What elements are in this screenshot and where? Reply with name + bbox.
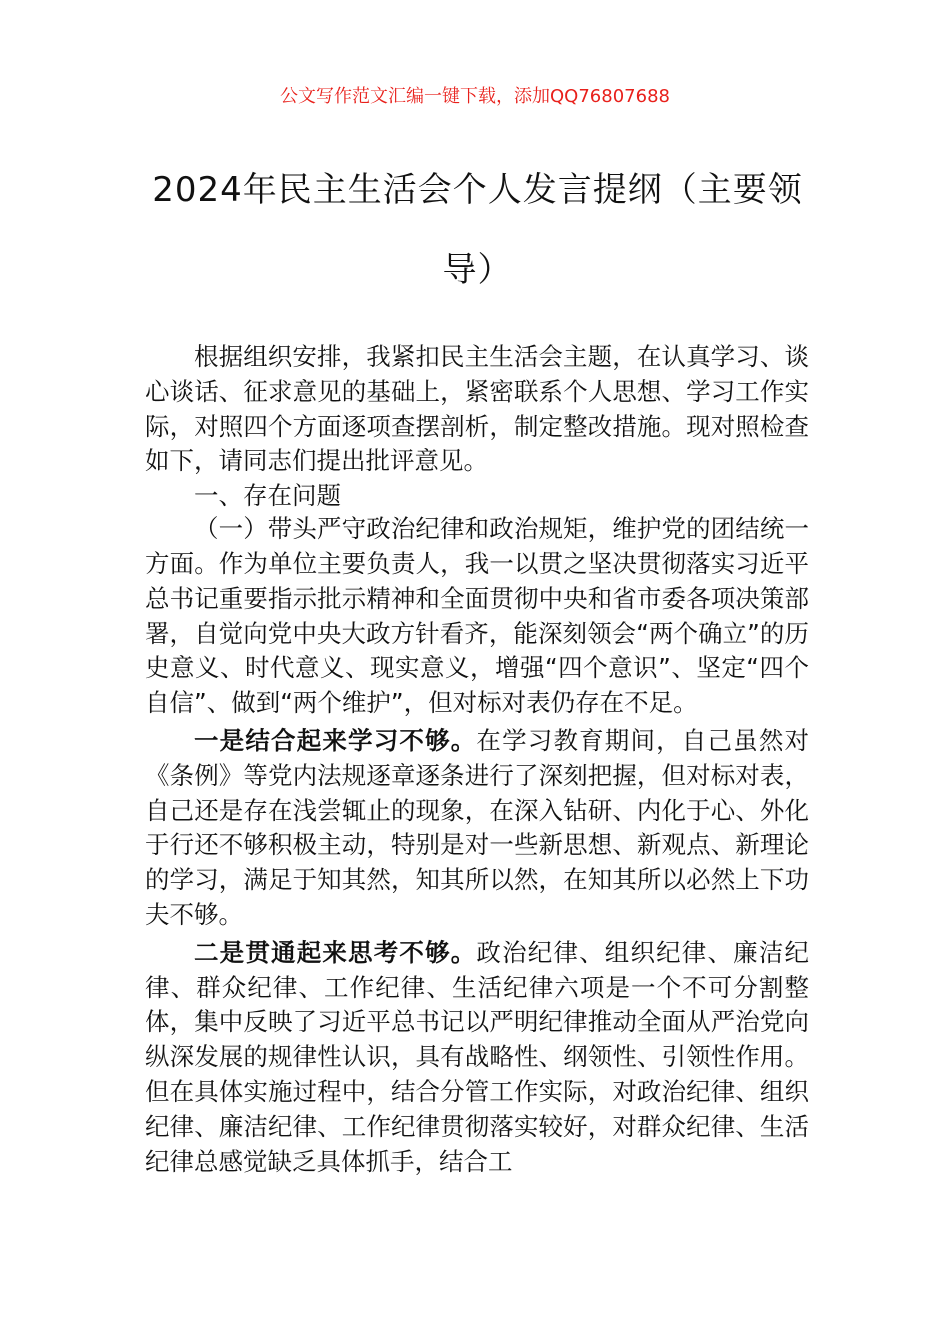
- point-1-body: 在学习教育期间，自己虽然对《条例》等党内法规逐章逐条进行了深刻把握，但对标对表，自己还是存在浅尝辄止的现象，在深入钻研、内化于心、外化于行还不够积极主动，特别是对一些新思想、新观点、新理论的学习，满足于知其然，知其所以然，在知其所以必然上下功夫不够。: [145, 725, 810, 929]
- document-body: [145, 340, 809, 1179]
- section-heading-problems: 一、存在问题: [194, 481, 341, 511]
- subsection-paragraph-1: （一）带头严守政治纪律和政治规矩，维护党的团结统一方面。作为单位主要负责人，我一以贯之坚决贯彻落实习近平总书记重要指示批示精神和全面贯彻中央和省市委各项决策部署，自觉向党中央大政方针看齐，能深刻领会“两个确立”的历史意义、时代意义、现实意义，增强“四个意识”、坚定“四个自信”、做到“两个维护”，但对标对表仍存在不足。: [145, 514, 809, 718]
- point-paragraph-2: [145, 936, 809, 1180]
- document-title: 2024年民主生活会个人发言提纲（主要领导）: [152, 170, 803, 290]
- intro-paragraph: 根据组织安排，我紧扣民主生活会主题，在认真学习、谈心谈话、征求意见的基础上，紧密联系个人思想、学习工作实际，对照四个方面逐项查摆剖析，制定整改措施。现对照检查如下，请同志们提出批评意见。: [145, 342, 809, 476]
- point-paragraph-1: [145, 724, 809, 933]
- point-1-lead: 一是结合起来学习不够。: [194, 725, 477, 755]
- point-2-lead: 二是贯通起来思考不够。: [194, 937, 477, 967]
- download-banner: 公文写作范文汇编一键下载，添加QQ76807688: [280, 86, 670, 107]
- point-2-body: 政治纪律、组织纪律、廉洁纪律、群众纪律、工作纪律、生活纪律六项是一个不可分割整体，集中反映了习近平总书记以严明纪律推动全面从严治党向纵深发展的规律性认识，具有战略性、纲领性、引领性作用。但在具体实施过程中，结合分管工作实际，对政治纪律、组织纪律、廉洁纪律、工作纪律贯彻落实较好，对群众纪律、生活纪律总感觉缺乏具体抓手，结合工: [145, 937, 810, 1176]
